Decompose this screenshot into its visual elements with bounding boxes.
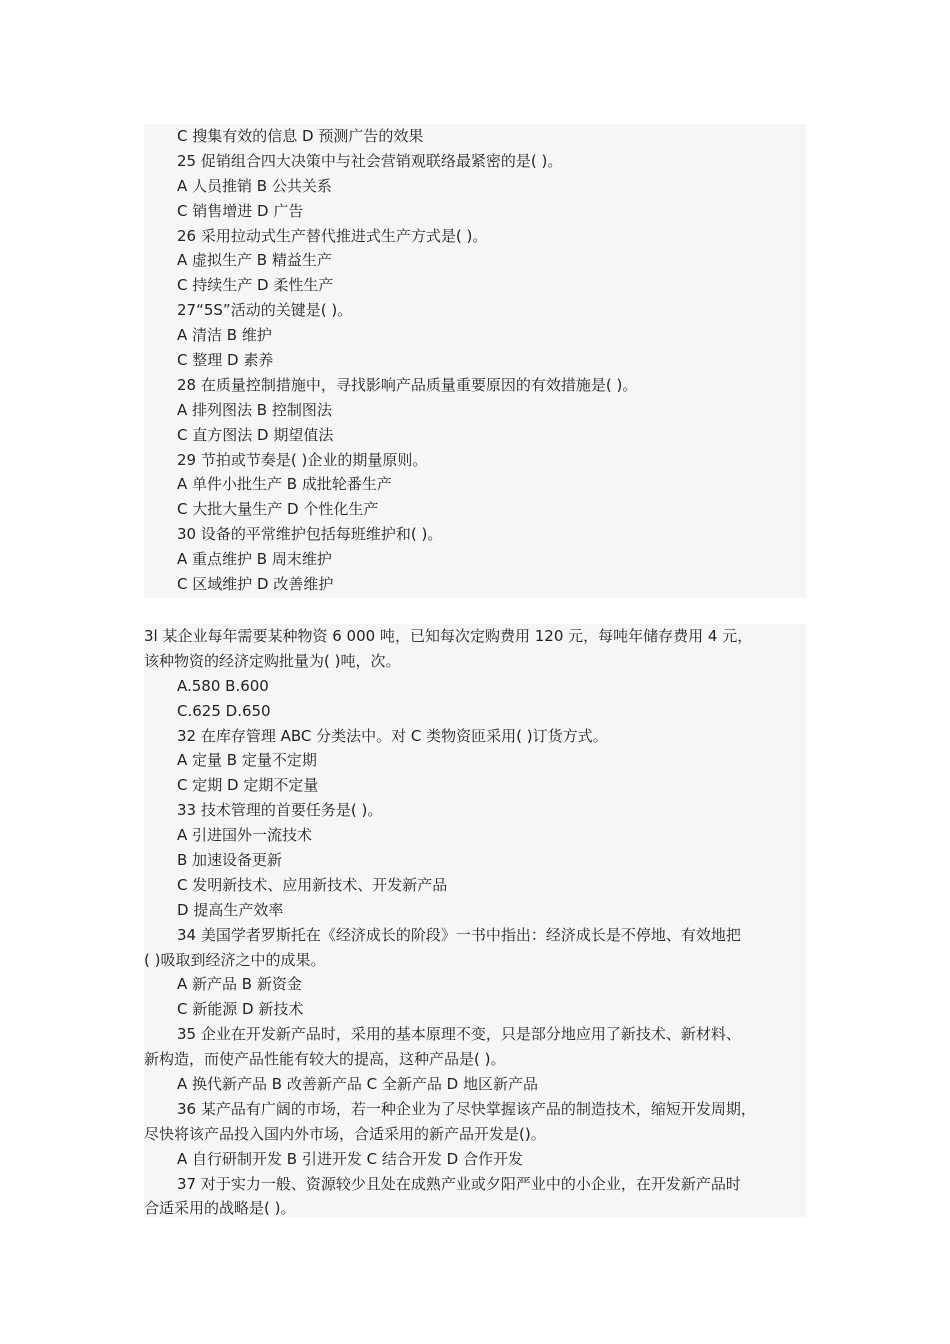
option-line: A 定量 B 定量不定期 <box>177 751 317 770</box>
question-32: 32 在库存管理 ABC 分类法中。对 C 类物资匝采用( )订货方式。 <box>177 726 608 745</box>
question-35-cont: 新构造，而使产品性能有较大的提高，这种产品是( )。 <box>144 1050 506 1069</box>
question-35: 35 企业在开发新产品时，采用的基本原理不变，只是部分地应用了新技术、新材料、 <box>177 1025 741 1044</box>
option-line: A 自行研制开发 B 引进开发 C 结合开发 D 合作开发 <box>177 1149 523 1168</box>
question-34: 34 美国学者罗斯托在《经济成长的阶段》一书中指出：经济成长是不停地、有效地把 <box>177 925 741 944</box>
option-line: A 清洁 B 维护 <box>177 326 272 345</box>
option-line: C 搜集有效的信息 D 预测广告的效果 <box>177 127 424 145</box>
option-line: A 重点维护 B 周末维护 <box>177 550 332 569</box>
option-line: A 新产品 B 新资金 <box>177 975 302 994</box>
question-37-cont: 合适采用的战略是( )。 <box>144 1199 296 1218</box>
option-line: D 提高生产效率 <box>177 900 284 919</box>
question-31: 3l 某企业每年需要某种物资 6 000 吨，已知每次定购费用 120 元，每吨年储存费用 4 元， <box>144 627 753 645</box>
option-line: C 销售增进 D 广告 <box>177 201 304 220</box>
option-line: A 引进国外一流技术 <box>177 826 313 845</box>
option-line: C 定期 D 定期不定量 <box>177 776 319 795</box>
option-line: C 直方图法 D 期望值法 <box>177 425 334 444</box>
question-30: 30 设备的平常维护包括每班维护和( )。 <box>177 525 443 544</box>
option-line: C 持续生产 D 柔性生产 <box>177 276 334 295</box>
question-36: 36 某产品有广阔的市场，若一种企业为了尽快掌握该产品的制造技术，缩短开发周期， <box>177 1099 756 1118</box>
option-line: A 换代新产品 B 改善新产品 C 全新产品 D 地区新产品 <box>177 1075 538 1094</box>
option-line: C 发明新技术、应用新技术、开发新产品 <box>177 875 448 894</box>
option-line: A 人员推销 B 公共关系 <box>177 176 332 195</box>
option-line: C 新能源 D 新技术 <box>177 1000 304 1019</box>
option-line: A 排列图法 B 控制图法 <box>177 400 332 419</box>
option-line: B 加速设备更新 <box>177 851 283 870</box>
question-29: 29 节拍或节奏是( )企业的期量原则。 <box>177 450 428 469</box>
question-block-1 <box>144 124 806 598</box>
option-line: A.580 B.600 <box>177 676 269 695</box>
question-25: 25 促销组合四大决策中与社会营销观联络最紧密的是( )。 <box>177 151 563 170</box>
question-34-cont: ( )吸取到经济之中的成果。 <box>144 950 326 969</box>
option-line: A 虚拟生产 B 精益生产 <box>177 251 332 270</box>
question-26: 26 采用拉动式生产替代推进式生产方式是( )。 <box>177 226 488 245</box>
question-37: 37 对于实力一般、资源较少且处在成熟产业或夕阳严业中的小企业，在开发新产品时 <box>177 1174 741 1193</box>
option-line: C 区域维护 D 改善维护 <box>177 575 334 594</box>
option-line: C 整理 D 素养 <box>177 351 274 370</box>
question-28: 28 在质量控制措施中，寻找影响产品质量重要原因的有效措施是( )。 <box>177 375 638 394</box>
question-27: 27“5S”活动的关键是( )。 <box>177 301 353 320</box>
question-31-cont: 该种物资的经济定购批量为( )吨，次。 <box>144 651 401 670</box>
question-block-2 <box>144 624 806 1218</box>
option-line: C 大批大量生产 D 个性化生产 <box>177 500 379 519</box>
question-36-cont: 尽快将该产品投入国内外市场，合适采用的新产品开发是()。 <box>144 1124 546 1143</box>
option-line: A 单件小批生产 B 成批轮番生产 <box>177 475 392 494</box>
question-33: 33 技术管理的首要任务是( )。 <box>177 801 383 820</box>
option-line: C.625 D.650 <box>177 701 271 720</box>
